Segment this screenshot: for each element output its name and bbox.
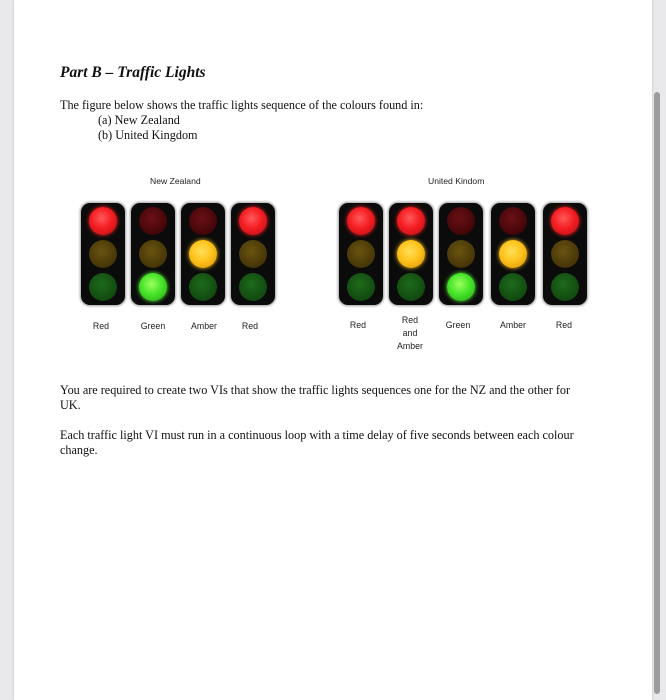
traffic-light-uk-5 xyxy=(543,203,587,305)
green-lamp xyxy=(139,273,167,301)
amber-lamp xyxy=(447,240,475,268)
label-line: Amber xyxy=(397,341,423,351)
label-line: Red xyxy=(401,315,419,325)
traffic-light-nz-1 xyxy=(81,203,125,305)
traffic-light-uk-2 xyxy=(389,203,433,305)
light-label: Amber xyxy=(191,321,217,331)
green-lamp xyxy=(551,273,579,301)
traffic-light-uk-3 xyxy=(439,203,483,305)
green-lamp xyxy=(89,273,117,301)
label-line: and xyxy=(402,328,418,338)
green-lamp xyxy=(239,273,267,301)
traffic-light-uk-4 xyxy=(491,203,535,305)
nz-caption: New Zealand xyxy=(150,176,201,186)
red-lamp xyxy=(397,207,425,235)
red-lamp xyxy=(347,207,375,235)
light-label: Amber xyxy=(500,320,526,330)
paragraph: You are required to create two VIs that show the traffic lights sequences one for the NZ and the other for UK. xyxy=(60,383,571,412)
traffic-light-nz-3 xyxy=(181,203,225,305)
traffic-light-uk-1 xyxy=(339,203,383,305)
red-lamp xyxy=(499,207,527,235)
red-lamp xyxy=(139,207,167,235)
light-label: Red xyxy=(555,320,573,330)
red-lamp xyxy=(239,207,267,235)
green-lamp xyxy=(447,273,475,301)
amber-lamp xyxy=(239,240,267,268)
uk-caption: United Kindom xyxy=(428,176,485,186)
amber-lamp xyxy=(499,240,527,268)
light-label: Red xyxy=(349,320,367,330)
amber-lamp xyxy=(189,240,217,268)
green-lamp xyxy=(347,273,375,301)
amber-lamp xyxy=(139,240,167,268)
light-label: Green xyxy=(445,320,471,330)
red-lamp xyxy=(89,207,117,235)
amber-lamp xyxy=(347,240,375,268)
amber-lamp xyxy=(397,240,425,268)
red-lamp xyxy=(189,207,217,235)
green-lamp xyxy=(189,273,217,301)
intro-text: The figure below shows the traffic lights sequence of the colours found in: xyxy=(60,98,424,112)
section-title: Part B – Traffic Lights xyxy=(60,64,206,81)
light-label: Red xyxy=(241,321,259,331)
paragraph: Each traffic light VI must run in a continuous loop with a time delay of five seconds between each colour change. xyxy=(60,428,574,457)
scrollbar[interactable] xyxy=(654,92,660,694)
red-lamp xyxy=(551,207,579,235)
amber-lamp xyxy=(551,240,579,268)
list-item: (a) New Zealand xyxy=(98,113,180,127)
light-label: Red xyxy=(92,321,110,331)
red-lamp xyxy=(447,207,475,235)
traffic-light-nz-2 xyxy=(131,203,175,305)
green-lamp xyxy=(397,273,425,301)
intro-block xyxy=(60,98,423,143)
light-label: Green xyxy=(140,321,166,331)
traffic-light-nz-4 xyxy=(231,203,275,305)
list-item: (b) United Kingdom xyxy=(98,128,198,142)
green-lamp xyxy=(499,273,527,301)
amber-lamp xyxy=(89,240,117,268)
